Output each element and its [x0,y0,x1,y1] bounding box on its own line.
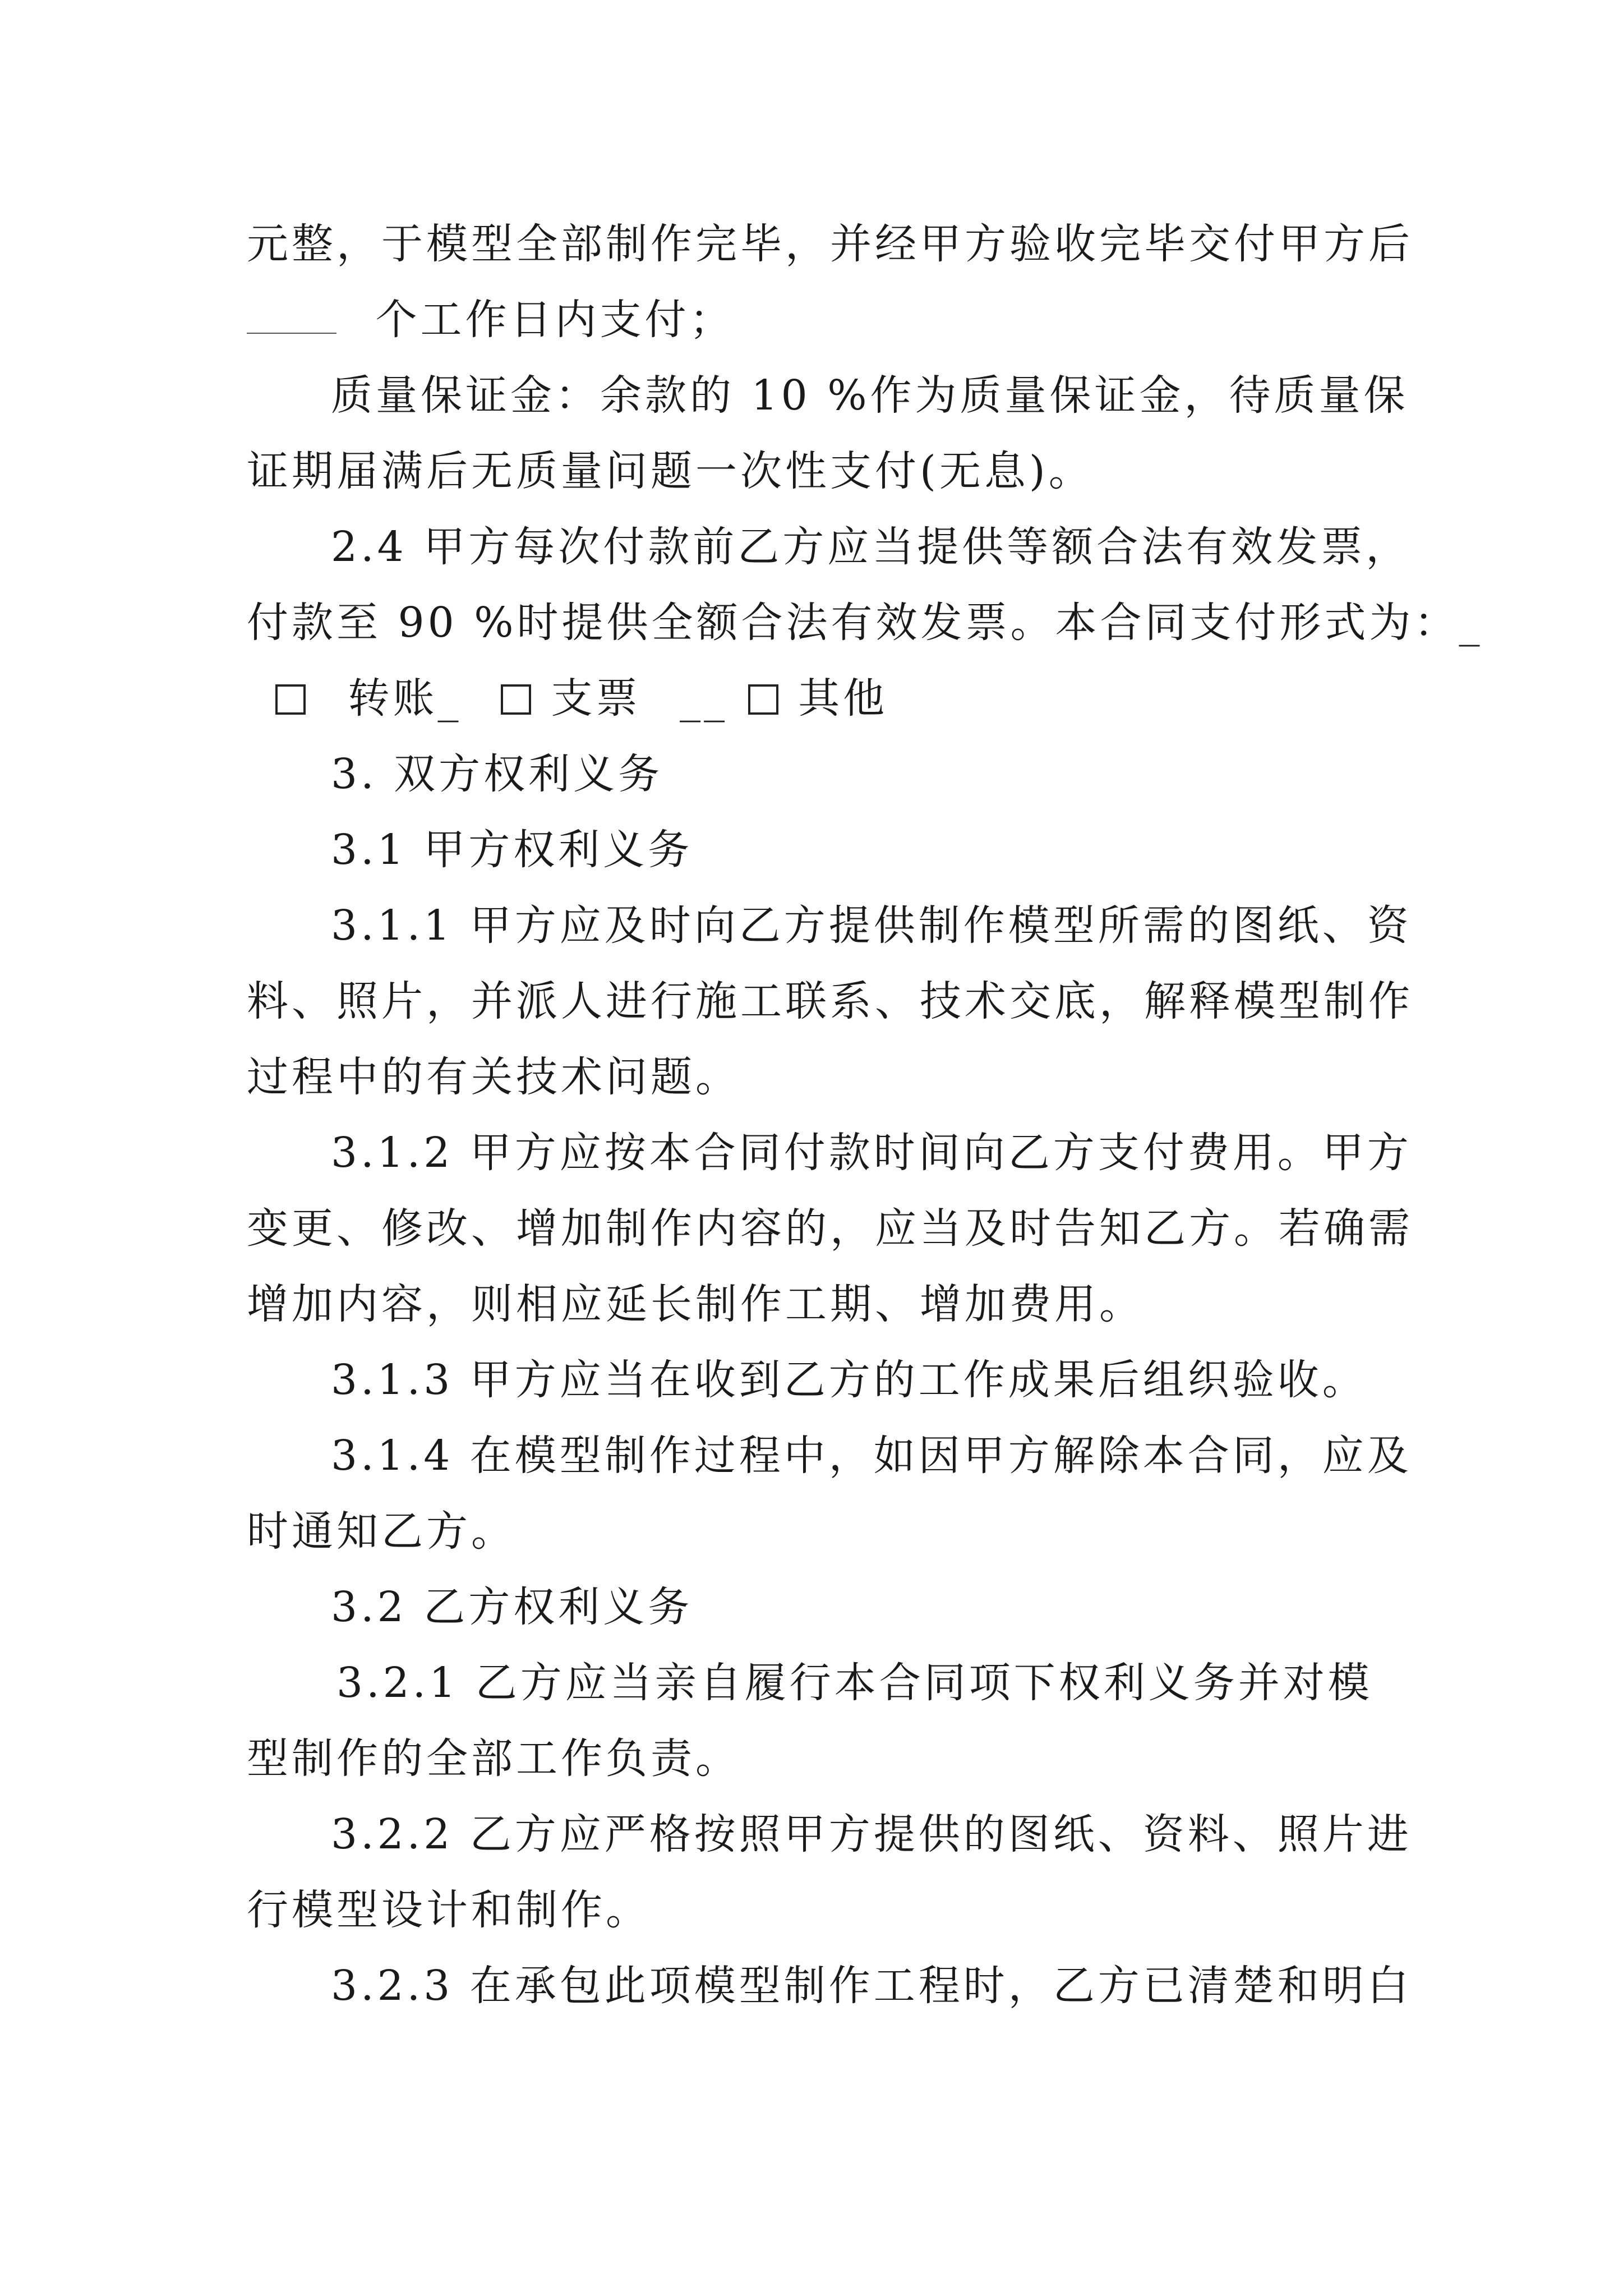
text-line: 行模型设计和制作。 [247,1886,651,1934]
checkbox-other[interactable] [748,684,778,715]
option-other-blank: __ [680,674,728,723]
checkbox-cheque[interactable] [501,684,531,715]
text-line: 过程中的有关技术问题。 [247,1053,740,1101]
section-heading: 3.1 甲方权利义务 [331,826,693,874]
text-line: 料、照片，并派人进行施工联系、技术交底，解释模型制作 [247,977,1413,1025]
section-heading: 3.2 乙方权利义务 [331,1583,693,1631]
text-line: 3.2.3 在承包此项模型制作工程时，乙方已清楚和明白 [331,1962,1412,2010]
section-heading: 3. 双方权利义务 [331,750,663,798]
text-line-content: 个工作日内支付； [375,296,735,344]
payment-options-line [272,670,888,726]
text-line: 证期届满后无质量问题一次性支付(无息)。 [247,447,1094,495]
text-line: 3.1.4 在模型制作过程中，如因甲方解除本合同，应及 [331,1432,1412,1480]
text-line: 型制作的全部工作负责。 [247,1734,740,1783]
text-line: 2.4 甲方每次付款前乙方应当提供等额合法有效发票， [331,523,1411,571]
text-line: 增加内容，则相应延长制作工期、增加费用。 [247,1280,1144,1328]
fill-blank [247,299,336,334]
text-line: 时通知乙方。 [247,1507,516,1556]
text-line: 质量保证金：余款的 10 %作为质量保证金，待质量保 [331,371,1409,420]
text-line: 3.1.3 甲方应当在收到乙方的工作成果后组织验收。 [331,1356,1367,1404]
option-cheque-label: 支票 [551,674,641,723]
text-line: 变更、修改、增加制作内容的，应当及时告知乙方。若确需 [247,1204,1413,1253]
text-line: 3.2.1 乙方应当亲自履行本合同项下权利义务并对模 [336,1659,1373,1707]
text-line: 3.2.2 乙方应严格按照甲方提供的图纸、资料、照片进 [331,1810,1412,1858]
text-line: 3.1.1 甲方应及时向乙方提供制作模型所需的图纸、资 [331,901,1412,950]
option-other-label: 其他 [798,674,888,723]
text-line: 付款至 90 %时提供全额合法有效发票。本合同支付形式为：_ [247,599,1483,647]
text-line [247,292,735,348]
option-transfer-label: 转账_ [348,674,462,723]
text-line: 元整，于模型全部制作完毕，并经甲方验收完毕交付甲方后 [247,220,1413,268]
checkbox-transfer[interactable] [275,684,306,715]
text-line: 3.1.2 甲方应按本合同付款时间向乙方支付费用。甲方 [331,1129,1412,1177]
